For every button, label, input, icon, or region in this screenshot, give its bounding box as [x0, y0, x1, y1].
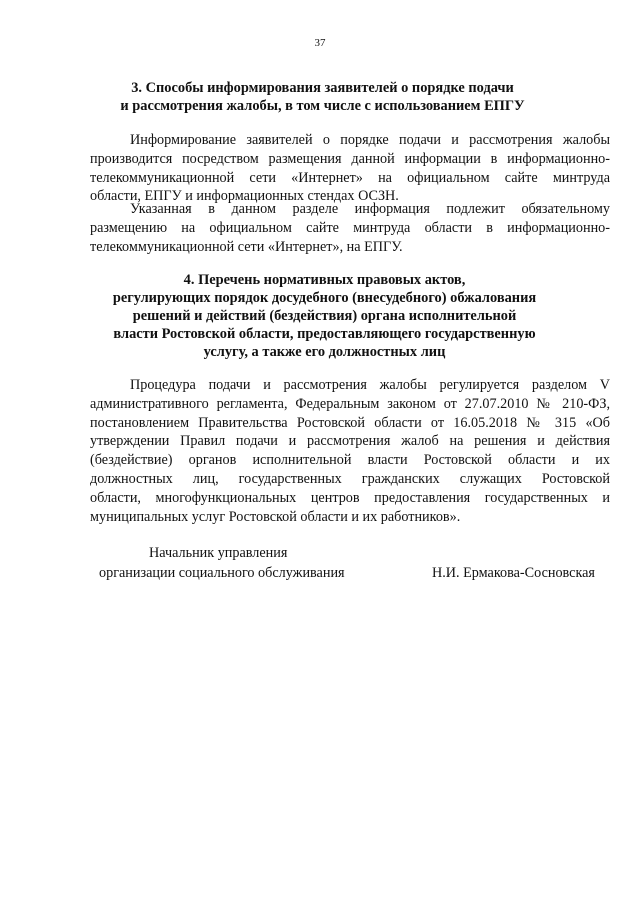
signatory-name: Н.И. Ермакова-Сосновская	[432, 565, 595, 581]
heading-line: услугу, а также его должностных лиц	[203, 344, 446, 360]
paragraph-line: административного регламента, Федеральным законом от 27.07.2010 № 210-ФЗ,	[90, 395, 610, 412]
paragraph-line: телекоммуникационной сети «Интернет», на ЕПГУ.	[90, 238, 403, 255]
heading-line: решений и действий (бездействия) органа исполнительной	[132, 308, 517, 324]
heading-line: регулирующих порядок досудебного (внесудебного) обжалования	[112, 290, 537, 306]
heading-line: власти Ростовской области, предоставляющего государственную	[113, 326, 536, 342]
paragraph-line: Процедура подачи и рассмотрения жалобы регулируется разделом V	[130, 377, 610, 393]
section-3-heading	[90, 79, 555, 115]
page-number: 37	[314, 37, 326, 49]
section-4-paragraph	[90, 376, 610, 526]
section-3-paragraph-1	[90, 131, 610, 206]
paragraph-line: области, ЕПГУ и информационных стендах ОСЗН.	[90, 188, 399, 205]
paragraph-line: Информирование заявителей о порядке подачи и рассмотрения жалобы	[130, 132, 610, 148]
paragraph-line: постановлением Правительства Ростовской области от 16.05.2018 № 315 «Об	[90, 414, 610, 431]
section-4-heading	[92, 271, 557, 361]
paragraph-line: должностных лиц, государственных гражданских служащих Ростовской	[90, 470, 610, 487]
paragraph-line: Указанная в данном разделе информация подлежит обязательному	[130, 201, 610, 217]
paragraph-line: телекоммуникационной сети «Интернет» на официальном сайте минтруда	[90, 169, 610, 186]
heading-line: и рассмотрения жалобы, в том числе с использованием ЕПГУ	[120, 98, 525, 114]
paragraph-line: утверждении Правил подачи и рассмотрения жалоб на решения и действия	[90, 433, 610, 450]
paragraph-line: производится посредством размещения данной информации в информационно-	[90, 150, 610, 167]
heading-line: 3. Способы информирования заявителей о порядке подачи	[131, 80, 514, 96]
signatory-title-line-2: организации социального обслуживания	[99, 565, 345, 581]
paragraph-line: (бездействие) органов исполнительной власти Ростовской области и их	[90, 452, 610, 469]
signatory-title-line-1: Начальник управления	[149, 545, 288, 561]
paragraph-line: муниципальных услуг Ростовской области и их работников».	[90, 508, 461, 525]
heading-line: 4. Перечень нормативных правовых актов,	[183, 272, 466, 288]
paragraph-line: области, многофункциональных центров предоставления государственных и	[90, 489, 610, 506]
paragraph-line: размещению на официальном сайте минтруда области в информационно-	[90, 219, 610, 236]
section-3-paragraph-2	[90, 200, 610, 256]
